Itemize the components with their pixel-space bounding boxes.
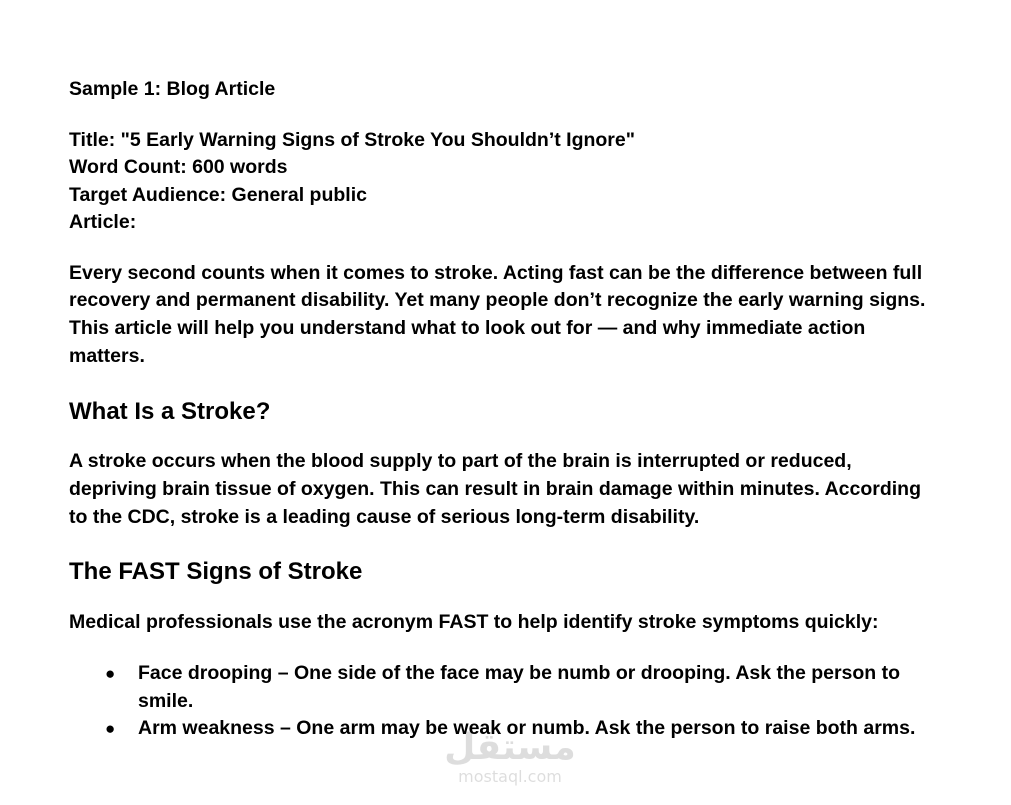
list-item [69,715,929,743]
article-meta [69,127,929,237]
bullet-dot-icon: ● [105,719,116,739]
spacer [69,104,929,127]
spacer [69,637,929,660]
fast-signs-list [69,660,929,743]
list-item-text: Arm weakness – One arm may be weak or numb. Ask the person to raise both arms. [138,717,916,740]
document-page [69,76,929,743]
list-item-text: Face drooping – One side of the face may be numb or drooping. Ask the person to smile. [138,662,901,712]
spacer [69,428,929,448]
section2-paragraph: Medical professionals use the acronym FAST to help identify stroke symptoms quickly: [69,611,879,634]
bullet-dot-icon: ● [105,664,116,684]
article-label: Article: [69,211,137,233]
watermark-arabic-text: مستقل [444,727,576,768]
title-line: Title: "5 Early Warning Signs of Stroke You Shouldn’t Ignore" [69,128,635,151]
spacer [69,588,929,609]
intro-paragraph: Every second counts when it comes to stroke. Acting fast can be the difference between full recovery and permanent disability. Yet many people don’t recognize the early warning signs. This article will help you understand what to look out for — and why immediate action matters. [69,261,926,367]
section-heading-what-is-stroke: What Is a Stroke? [69,398,271,426]
word-count-line: Word Count: 600 words [69,156,288,178]
watermark-latin-text: mostaql.com [458,767,562,786]
sample-label: Sample 1: Blog Article [69,78,276,100]
section1-paragraph: A stroke occurs when the blood supply to part of the brain is interrupted or reduced, depriving brain tissue of oxygen. This can result in brain damage within minutes. According to the CDC, stroke is a leading cause of serious long-term disability. [69,450,922,528]
spacer [69,237,929,260]
list-item [69,660,929,715]
section-heading-fast-signs: The FAST Signs of Stroke [69,558,363,586]
audience-line: Target Audience: General public [69,183,367,206]
spacer [69,370,929,396]
spacer [69,531,929,556]
